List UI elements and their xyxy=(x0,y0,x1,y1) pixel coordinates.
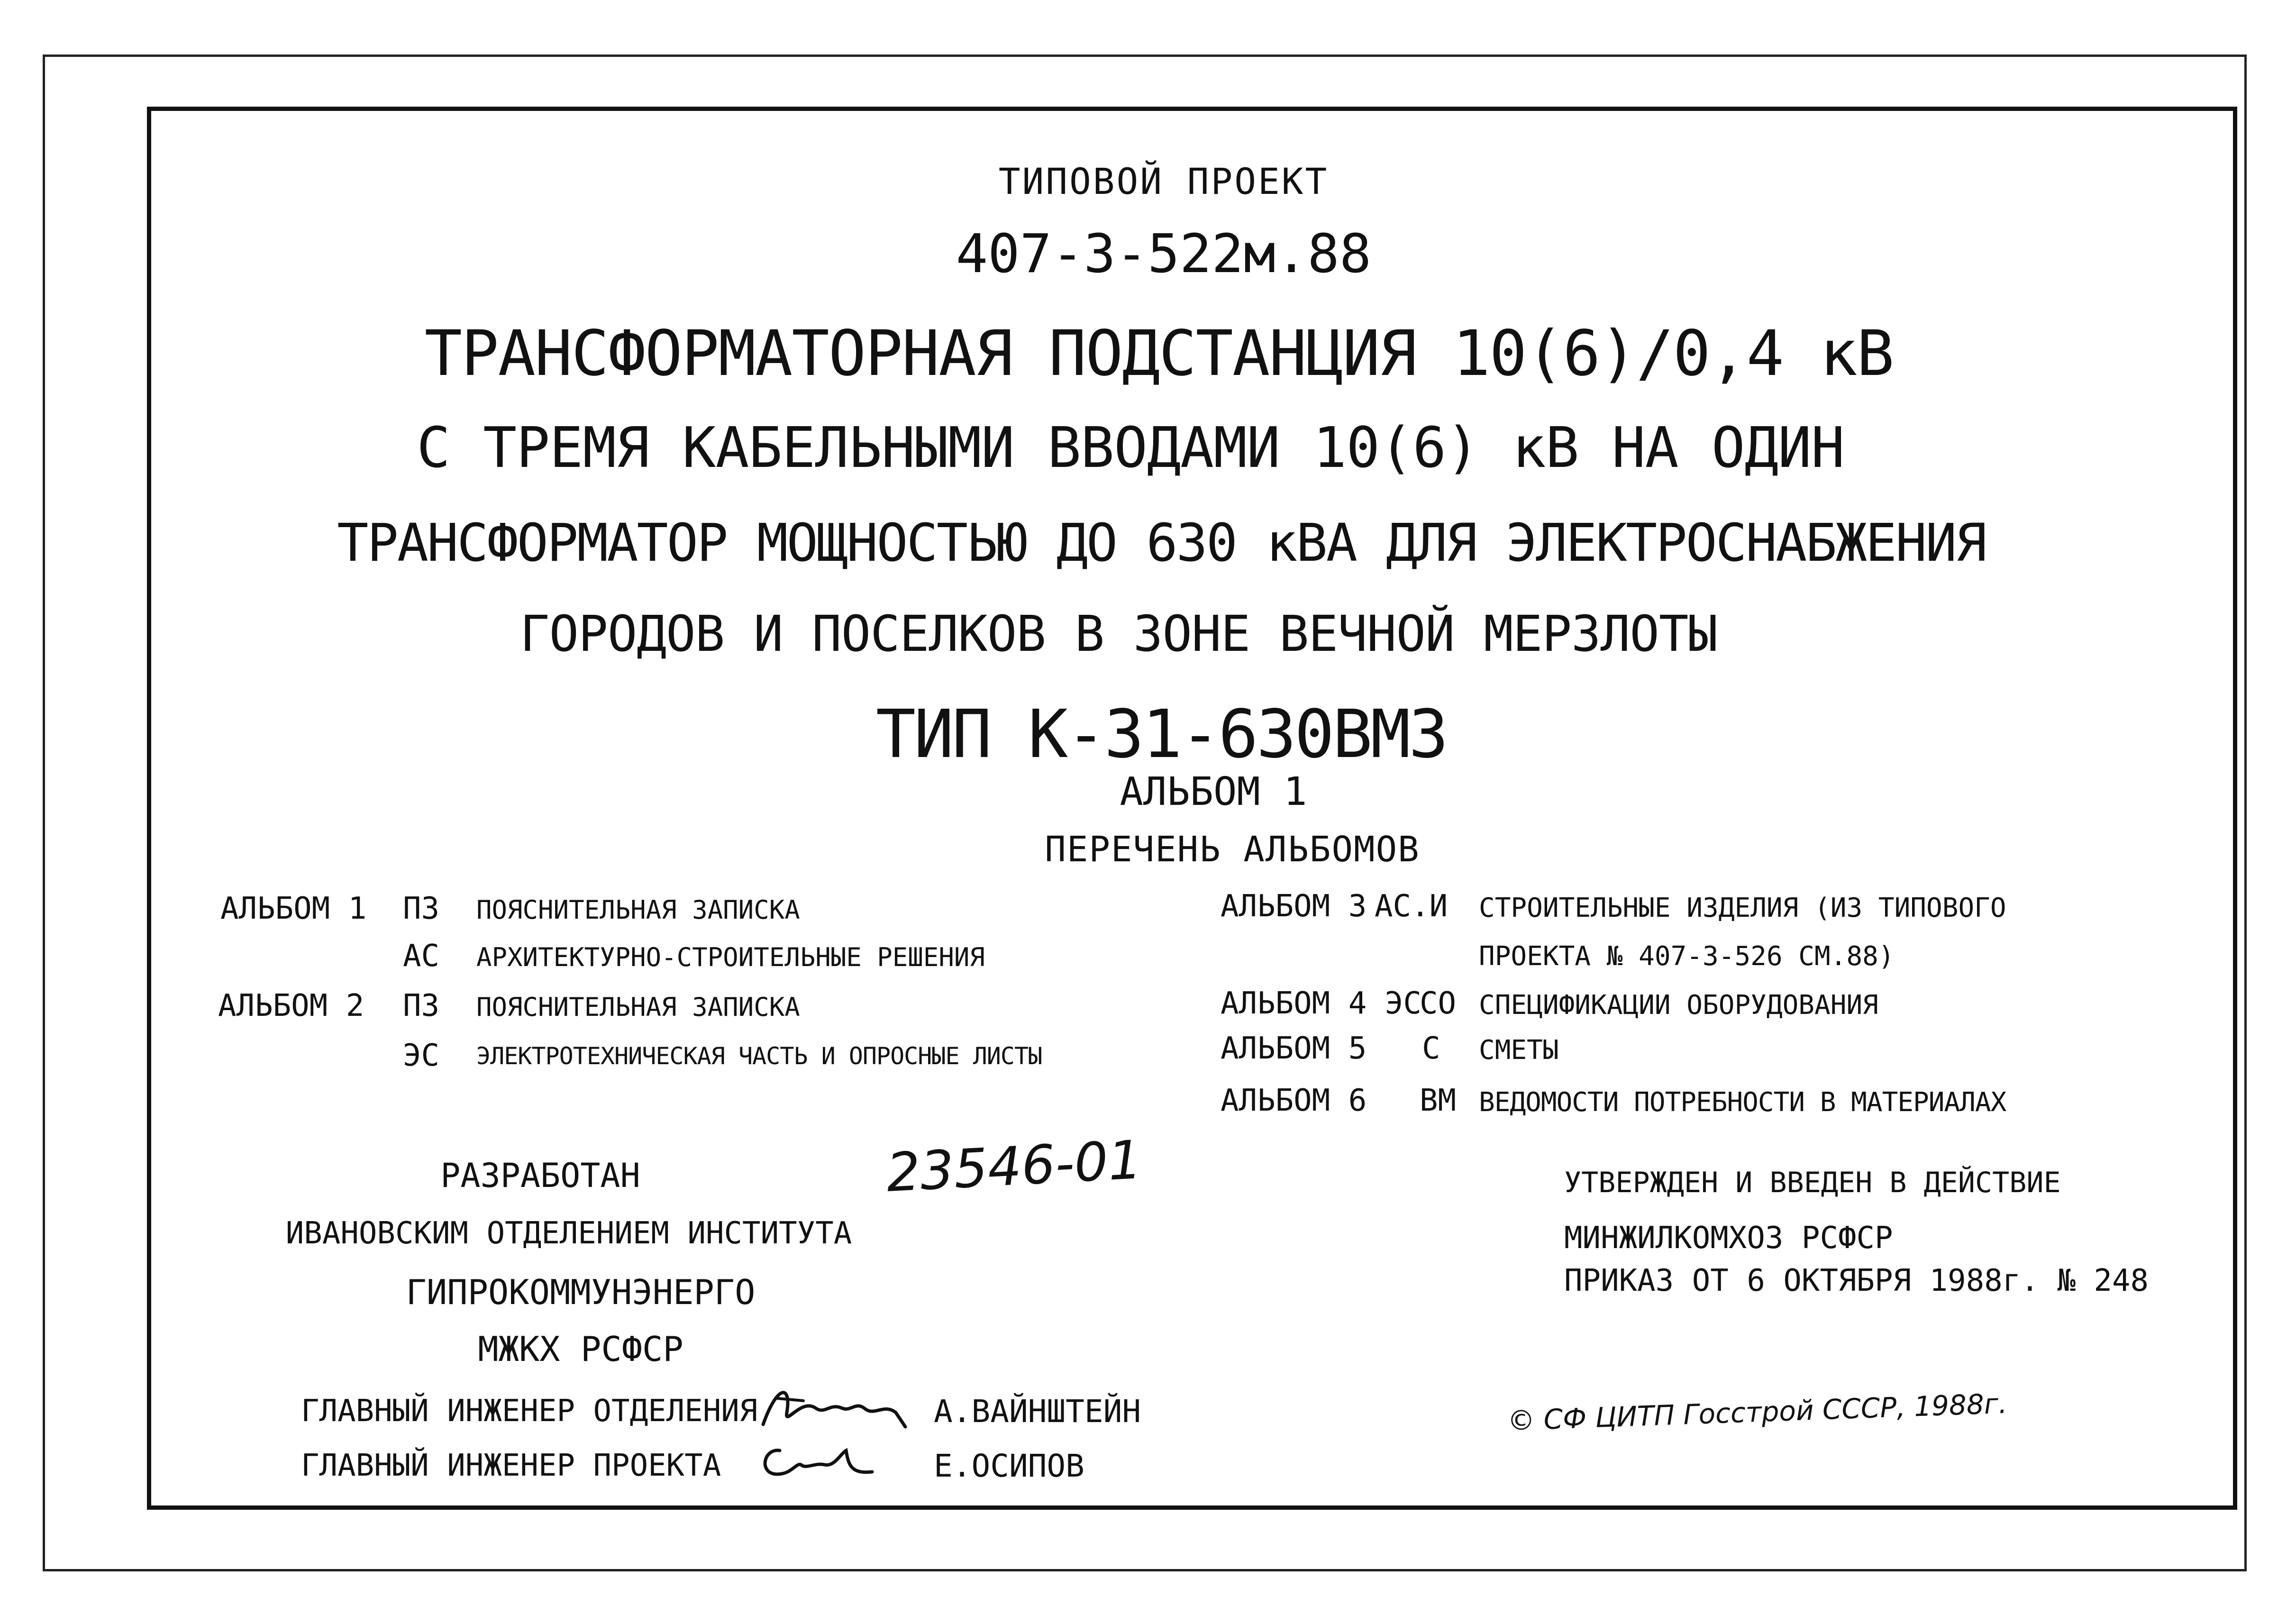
title-line-4: ГОРОДОВ И ПОСЕЛКОВ В ЗОНЕ ВЕЧНОЙ МЕРЗЛОТЫ xyxy=(519,605,1718,663)
handwritten-number: 23546-01 xyxy=(884,1129,1144,1204)
copyright-stamp: © СФ ЦИТП Госстрой СССР, 1988г. xyxy=(1507,1387,2008,1437)
album-left-3-name: АЛЬБОМ 2 xyxy=(218,988,364,1023)
album-right-5-code: С xyxy=(1422,1031,1440,1066)
developer-line-2: ГИПРОКОММУНЭНЕРГО xyxy=(406,1272,756,1312)
album-left-2-code: АС xyxy=(403,939,440,974)
title-type: ТИП К-31-630ВМЗ xyxy=(875,696,1447,773)
album-left-1-desc: ПОЯСНИТЕЛЬНАЯ ЗАПИСКА xyxy=(476,895,800,925)
doc-type-label: ТИПОВОЙ ПРОЕКТ xyxy=(998,160,1329,202)
album-right-4-desc: СПЕЦИФИКАЦИИ ОБОРУДОВАНИЯ xyxy=(1479,990,1878,1021)
album-right-5-desc: СМЕТЫ xyxy=(1479,1035,1559,1066)
album-right-3-desc: СТРОИТЕЛЬНЫЕ ИЗДЕЛИЯ (ИЗ ТИПОВОГО xyxy=(1479,893,2006,923)
album-right-3-name: АЛЬБОМ 3 xyxy=(1221,889,1367,924)
album-left-1-code: ПЗ xyxy=(403,891,440,926)
title-line-3: ТРАНСФОРМАТОР МОЩНОСТЬЮ ДО 630 кВА ДЛЯ ЭЛЕКТРОСНАБЖЕНИЯ xyxy=(337,512,1986,573)
signature-2 xyxy=(754,1436,877,1488)
signature-name-2: Е.ОСИПОВ xyxy=(934,1448,1084,1484)
album-left-4-code: ЭС xyxy=(403,1038,440,1073)
albums-heading: ПЕРЕЧЕНЬ АЛЬБОМОВ xyxy=(1045,829,1420,870)
developer-heading: РАЗРАБОТАН xyxy=(440,1156,640,1195)
title-album: АЛЬБОМ 1 xyxy=(1120,769,1307,814)
album-left-1-name: АЛЬБОМ 1 xyxy=(220,891,367,926)
album-right-6-name: АЛЬБОМ 6 xyxy=(1221,1083,1367,1118)
developer-line-3: МЖКХ РСФСР xyxy=(478,1329,683,1369)
approval-line-2: МИНЖИЛКОМХОЗ РСФСР xyxy=(1564,1221,1893,1256)
album-right-5-name: АЛЬБОМ 5 xyxy=(1221,1031,1367,1066)
album-right-6-code: ВМ xyxy=(1420,1083,1457,1118)
album-right-4-code: СО xyxy=(1420,986,1457,1021)
project-number: 407-3-522м.88 xyxy=(956,223,1372,285)
title-line-1: ТРАНСФОРМАТОРНАЯ ПОДСТАНЦИЯ 10(6)/0,4 кВ xyxy=(424,317,1894,390)
signature-1 xyxy=(758,1379,910,1436)
approval-line-1: УТВЕРЖДЕН И ВВЕДЕН В ДЕЙСТВИЕ xyxy=(1564,1166,2061,1199)
album-left-3-desc: ПОЯСНИТЕЛЬНАЯ ЗАПИСКА xyxy=(476,992,800,1022)
developer-line-1: ИВАНОВСКИМ ОТДЕЛЕНИЕМ ИНСТИТУТА xyxy=(285,1216,852,1251)
signature-name-1: А.ВАЙНШТЕЙН xyxy=(934,1393,1141,1430)
album-right-3-code: АС.И xyxy=(1375,889,1448,924)
album-left-2-desc: АРХИТЕКТУРНО-СТРОИТЕЛЬНЫЕ РЕШЕНИЯ xyxy=(476,942,985,972)
signature-role-1: ГЛАВНЫЙ ИНЖЕНЕР ОТДЕЛЕНИЯ xyxy=(301,1394,758,1429)
signature-role-2: ГЛАВНЫЙ ИНЖЕНЕР ПРОЕКТА xyxy=(301,1448,721,1483)
album-left-4-desc: ЭЛЕКТРОТЕХНИЧЕСКАЯ ЧАСТЬ И ОПРОСНЫЕ ЛИСТЫ xyxy=(476,1042,1042,1070)
album-right-6-desc: ВЕДОМОСТИ ПОТРЕБНОСТИ В МАТЕРИАЛАХ xyxy=(1479,1087,2006,1118)
album-right-3-desc-cont: ПРОЕКТА № 407-3-526 СМ.88) xyxy=(1479,941,1895,972)
title-line-2: С ТРЕМЯ КАБЕЛЬНЫМИ ВВОДАМИ 10(6) кВ НА ОДИН xyxy=(417,415,1844,480)
approval-line-3: ПРИКАЗ ОТ 6 ОКТЯБРЯ 1988г. № 248 xyxy=(1564,1263,2149,1298)
album-left-3-code: ПЗ xyxy=(403,988,440,1023)
album-right-4-name: АЛЬБОМ 4 ЭС xyxy=(1221,986,1421,1021)
